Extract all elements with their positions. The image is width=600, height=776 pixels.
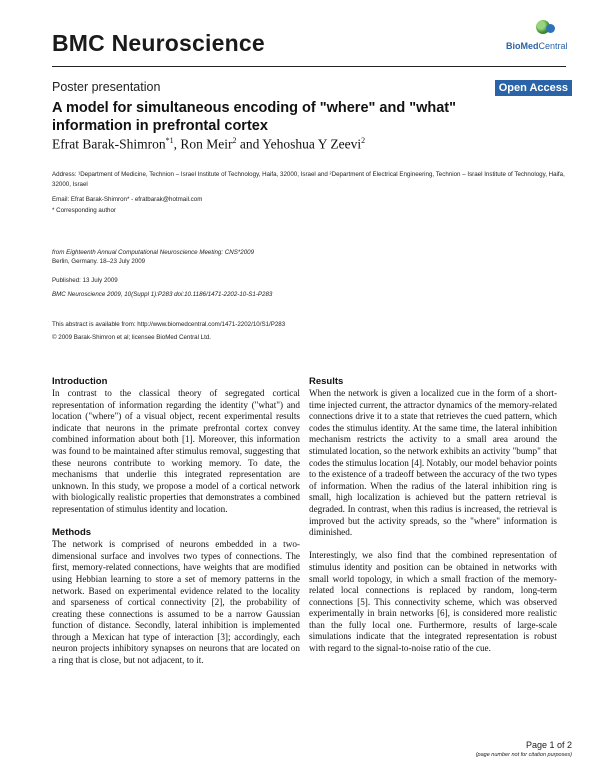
- conference-line: from Eighteenth Annual Computational Neuroscience Meeting: CNS*2009: [52, 249, 255, 256]
- author-list: Efrat Barak-Shimron$^{*1}$, Ron Meir$^2$ and Yehoshua Y Zeevi$^2$: [52, 136, 366, 152]
- published-date: Published: 13 July 2009: [52, 277, 118, 284]
- logo-mark-dot-icon: [546, 24, 555, 33]
- author-name: Ron Meir: [180, 136, 233, 152]
- citation-doi: BMC Neuroscience 2009, 10(Suppl 1):P283 doi:10.1186/1471-2202-10-S1-P283: [52, 291, 273, 298]
- page-number: Page 1 of 2: [525, 740, 572, 750]
- methods-heading: Methods: [52, 527, 92, 539]
- copyright-line: © 2009 Barak-Shimron et al; licensee BioMed Central Ltd.: [52, 334, 211, 341]
- results-text-1: When the network is given a localized cue in the form of a short-time injected current, the attractor dynamics of the memory-related connections drive it to a state that retrieves the cued pattern, which codes the stimulus identity. At the same time, the lateral inhibition mechanism restricts the activity to a small area around the stimulated location, so the network exhibits an activity "bump" that codes the stimulus location [4]. Notably, our model behavior points to the existence of a tradeoff between the accuracy of the two types of information. When the radius of the lateral inhibition ring is small, high localization is achieved but the pattern retrieval is degraded. In contrast, when this radius is increased, the retrieval is improved but the activity spreads, so the "where" information is diminished.: [309, 388, 557, 538]
- header-rule: [52, 66, 566, 67]
- left-column: [52, 376, 300, 667]
- availability-url[interactable]: This abstract is available from: http://www.biomedcentral.com/1471-2202/10/S1/P283: [52, 321, 286, 328]
- author-name: Yehoshua Y Zeevi: [262, 136, 362, 152]
- affiliation-address: Address: ¹Department of Medicine, Technion – Israel Institute of Technology, Haifa, 32000, Israel and ²Department of Electrical Engineering, Technion – Israel Institute of Technology, Haifa, 32000, Israel: [52, 171, 565, 188]
- article-type: Poster presentation: [52, 80, 161, 94]
- page-footer: [476, 740, 572, 758]
- author-email: Email: Efrat Barak-Shimron* - efratbarak@hotmail.com: [52, 196, 203, 203]
- right-column: [309, 376, 557, 655]
- author-name: Efrat Barak-Shimron: [52, 136, 166, 152]
- introduction-heading: Introduction: [52, 376, 108, 387]
- biomed-central-logo: [506, 20, 566, 56]
- logo-text: BioMedCentral: [506, 41, 568, 51]
- conference-location: Berlin, Germany. 18–23 July 2009: [52, 258, 146, 265]
- results-text-2: Interestingly, we also find that the combined representation of stimulus identity and position can be obtained in networks with small world topology, in which a small fraction of the memory-related local connections is replaced by random, long-term connections [5]. This connectivity scheme, which was observed experimentally in brain networks [6], is considered more realistic than the fully local one. Furthermore, results of large-scale simulations indicate that the integrated representation is robust with regard to the signal-to-noise ratio of the cue.: [309, 550, 557, 654]
- journal-title: BMC Neuroscience: [52, 30, 265, 56]
- article-title: A model for simultaneous encoding of "where" and "what" information in prefrontal cortex: [52, 100, 456, 134]
- corresponding-author-note: * Corresponding author: [52, 207, 116, 214]
- results-heading: Results: [309, 376, 344, 387]
- open-access-badge: Open Access: [495, 80, 572, 96]
- page-number-note: (page number not for citation purposes): [475, 752, 572, 758]
- introduction-text: In contrast to the classical theory of segregated cortical representation of information regarding the identity ("what") and location ("where") of a visual object, recent experimental results indicate that neurons in the primate prefrontal cortex convey combined information about both [1]. Moreover, this information was found to be maintained after stimulus removal, suggesting that these neurons contribute to working memory. To date, the mechanisms that underlie this integrated representation are unknown. In this study, we propose a model of a cortical network with biologically realistic properties that demonstrates a combined representation of stimulus identity and location.: [52, 388, 300, 514]
- methods-text: The network is comprised of neurons embedded in a two-dimensional surface and involves two types of connections. The first, memory-related connections, have weights that are modified using Hebbian learning to store a set of memory patterns in the network. Based on experimental evidence related to the locality and sparseness of cortical connectivity [2], the probability of creating these connections is assumed to be a narrow Gaussian function of distance. Secondly, lateral inhibition is implemented through a Mexican hat type of interaction [3]; accordingly, each neuron projects inhibitory synapses on neurons that are located on a ring that is close, but not adjacent, to it.: [52, 539, 300, 666]
